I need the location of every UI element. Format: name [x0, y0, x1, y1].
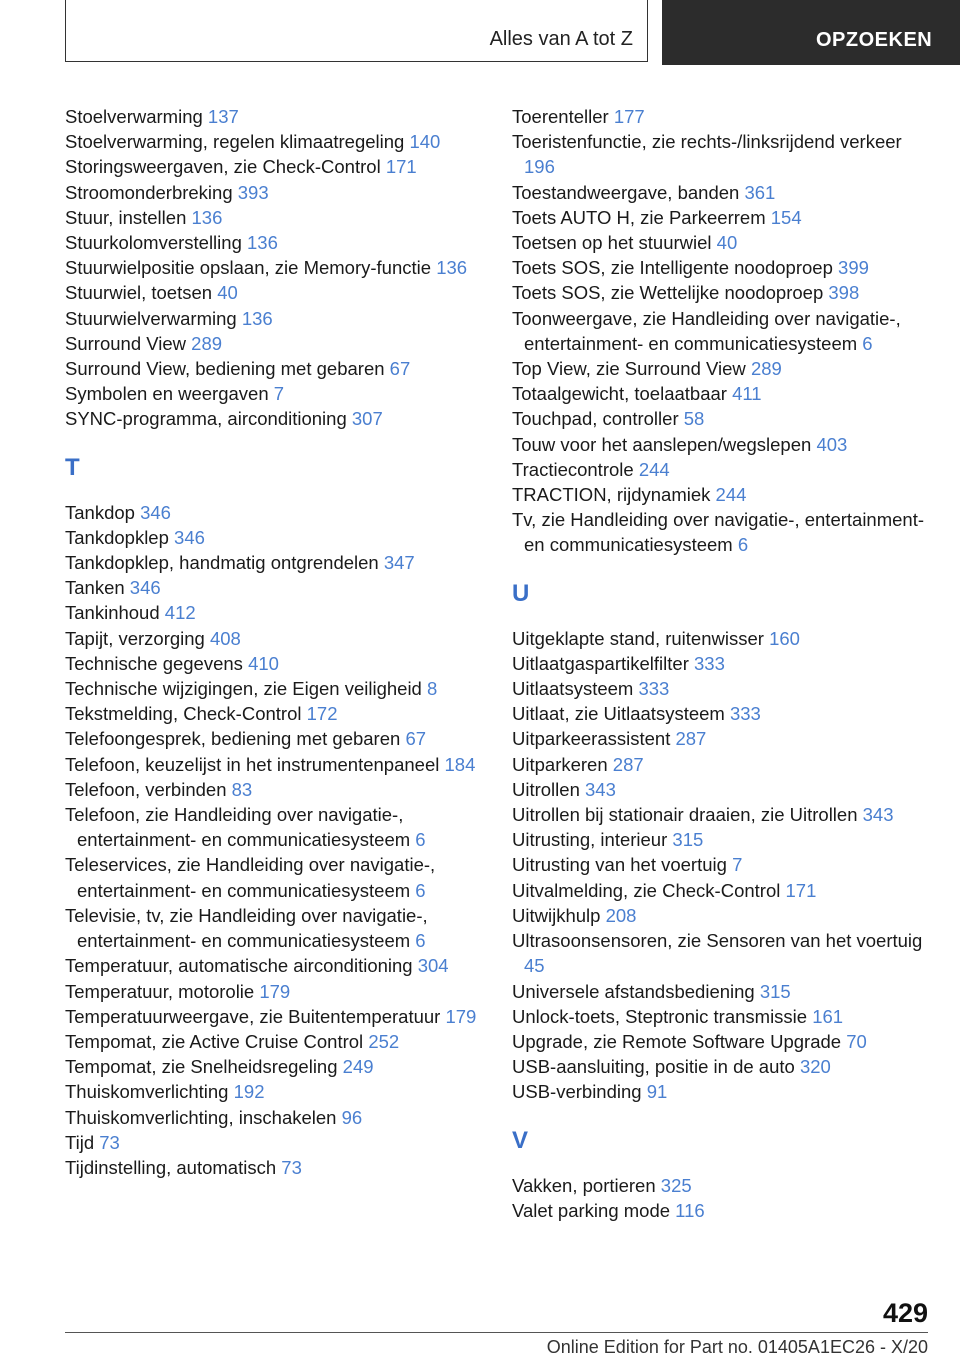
- page-number: 429: [882, 1298, 928, 1328]
- index-entry: [512, 878, 932, 903]
- index-entry-term: Valet parking mode: [512, 1199, 671, 1221]
- index-entry-term: TRACTION, rijdynamiek: [512, 484, 711, 506]
- index-entry: [512, 1079, 932, 1104]
- index-entry-term: Tractiecontrole: [512, 458, 634, 480]
- page-ref-link[interactable]: 40: [217, 282, 238, 304]
- page-ref-link[interactable]: 6: [737, 534, 749, 556]
- page-ref-link[interactable]: 136: [191, 206, 223, 228]
- index-entry: [65, 205, 495, 230]
- index-entry-term: Stoelverwarming: [65, 106, 203, 127]
- index-letter-heading: V: [512, 1126, 529, 1154]
- index-entry: [65, 1029, 495, 1054]
- index-entry: [65, 979, 495, 1004]
- page-ref-link[interactable]: 361: [744, 181, 776, 203]
- index-entry-term: Uitrollen: [512, 778, 580, 800]
- section-tab[interactable]: [65, 0, 648, 62]
- index-entry-term: Teleservices, zie Handleiding over navigatie-, entertainment- en communicatiesysteem: [65, 854, 436, 901]
- index-entry-term: Upgrade, zie Remote Software Upgrade: [512, 1030, 842, 1052]
- index-entry: [65, 1004, 495, 1029]
- index-entry-term: Telefoon, keuzelijst in het instrumentenpaneel: [65, 753, 440, 775]
- page-ref-link[interactable]: 8: [427, 678, 438, 700]
- index-entry-term: Stuurwielverwarming: [65, 307, 237, 329]
- index-entry-term: Telefoongesprek, bediening met gebaren: [65, 728, 401, 750]
- page-ref-link[interactable]: 412: [164, 602, 196, 624]
- page-ref-link[interactable]: 287: [612, 753, 644, 775]
- page-ref-link[interactable]: 333: [694, 652, 725, 674]
- index-entry-term: Toets SOS, zie Intelligente noodoproep: [512, 257, 833, 279]
- index-entry: [512, 1198, 932, 1223]
- index-entry-term: Thuiskomverlichting: [65, 1081, 229, 1103]
- index-entry-term: Touw voor het aanslepen/wegslepen: [512, 433, 812, 455]
- index-entry: [512, 457, 932, 482]
- index-entry-term: Toestandweergave, banden: [512, 181, 740, 203]
- index-entry-term: Toerenteller: [512, 106, 609, 127]
- index-entry: [65, 154, 495, 179]
- index-entry-term: Touchpad, controller: [512, 408, 679, 430]
- index-entry: [512, 626, 932, 651]
- index-entry-term: Toeristenfunctie, zie rechts-/linksrijdend verkeer: [512, 131, 902, 153]
- section-tab-label: Alles van A tot Z: [489, 28, 633, 50]
- index-entry: [65, 104, 495, 129]
- page-ref-link[interactable]: 67: [389, 358, 411, 380]
- index-entry: [512, 180, 932, 205]
- index-entry-term: USB-verbinding: [512, 1081, 642, 1103]
- page-ref-link[interactable]: 347: [383, 552, 415, 574]
- page-ref-link[interactable]: 287: [675, 728, 707, 750]
- index-entry: [65, 701, 495, 726]
- page-ref-link[interactable]: 45: [524, 955, 545, 977]
- page-ref-link[interactable]: 244: [715, 484, 747, 506]
- index-entry-term: Toets AUTO H, zie Parkeerrem: [512, 206, 766, 228]
- index-entry: [65, 129, 495, 154]
- page-ref-link[interactable]: 171: [785, 879, 817, 901]
- page-ref-link[interactable]: 333: [638, 678, 670, 700]
- index-entry: [512, 230, 932, 255]
- index-entry: [512, 280, 932, 305]
- index-column-left: [65, 104, 495, 1180]
- index-entry-term: Totaalgewicht, toelaatbaar: [512, 383, 727, 405]
- index-entry-term: Toonweergave, zie Handleiding over navigatie-, entertainment- en communicatiesysteem: [512, 307, 901, 354]
- page-ref-link[interactable]: 73: [281, 1156, 302, 1178]
- page-ref-link[interactable]: 140: [409, 131, 441, 153]
- index-entry-term: Uitrusting, interieur: [512, 829, 668, 851]
- index-entry: [65, 777, 495, 802]
- index-entry: [512, 651, 932, 676]
- index-entry-term: Temperatuur, motorolie: [65, 980, 255, 1002]
- page-ref-link[interactable]: 304: [417, 955, 449, 977]
- index-entry: [65, 726, 495, 751]
- index-entry: [65, 306, 495, 331]
- page-ref-link[interactable]: 172: [306, 703, 338, 725]
- page-ref-link[interactable]: 179: [445, 1005, 477, 1027]
- index-entry: [512, 928, 932, 978]
- page-ref-link[interactable]: 333: [729, 703, 761, 725]
- page-ref-link[interactable]: 249: [342, 1056, 374, 1078]
- opzoeken-tab-label: OPZOEKEN: [816, 29, 933, 51]
- index-entry-term: Televisie, tv, zie Handleiding over navigatie-, entertainment- en communicatiesysteem: [65, 904, 428, 952]
- index-entry-term: Unlock-toets, Steptronic transmissie: [512, 1005, 808, 1027]
- page-ref-link[interactable]: 137: [207, 106, 239, 127]
- index-entry-term: Uitrusting van het voertuig: [512, 854, 727, 876]
- page-ref-link[interactable]: 91: [646, 1081, 668, 1103]
- index-entry-term: Uitlaatgaspartikelfilter: [512, 652, 689, 674]
- index-entry-term: Technische wijzigingen, zie Eigen veiligheid: [65, 678, 422, 700]
- index-entry-term: Tankdopklep, handmatig ontgrendelen: [65, 552, 379, 574]
- page-ref-link[interactable]: 160: [769, 627, 800, 649]
- index-entry-term: Tekstmelding, Check-Control: [65, 703, 302, 725]
- index-entry-term: Stuurkolomverstelling: [65, 232, 242, 254]
- page-ref-link[interactable]: 7: [732, 854, 743, 876]
- index-entry-term: Temperatuurweergave, zie Buitentemperatuur: [65, 1005, 441, 1027]
- index-entry-term: Top View, zie Surround View: [512, 358, 746, 380]
- index-entry-term: Temperatuur, automatische airconditioning: [65, 955, 413, 977]
- index-entry-term: Tijd: [65, 1131, 95, 1153]
- index-entry: [65, 626, 495, 651]
- page-ref-link[interactable]: 289: [750, 358, 782, 380]
- index-entry-term: Uitwijkhulp: [512, 904, 601, 926]
- index-entry: [512, 852, 932, 877]
- index-entry-term: Uitlaatsysteem: [512, 678, 634, 700]
- index-entry: [65, 406, 495, 431]
- index-entry: [512, 1029, 932, 1054]
- page-ref-link[interactable]: 325: [660, 1174, 692, 1196]
- index-entry-term: Stuur, instellen: [65, 206, 187, 228]
- index-entry-term: Tanken: [65, 577, 125, 599]
- index-entry-term: Uitlaat, zie Uitlaatsysteem: [512, 703, 725, 725]
- page-ref-link[interactable]: 73: [99, 1131, 120, 1153]
- index-entry: [65, 1054, 495, 1079]
- index-entry: [512, 406, 932, 431]
- index-entry: [512, 979, 932, 1004]
- page-ref-link[interactable]: 184: [444, 753, 476, 775]
- index-entry: [512, 104, 932, 129]
- index-entry: [65, 331, 495, 356]
- index-entry: [512, 255, 932, 280]
- index-entry: [65, 802, 495, 852]
- index-entry: [512, 726, 932, 751]
- page-ref-link[interactable]: 6: [415, 930, 426, 952]
- index-entry-term: Symbolen en weergaven: [65, 383, 269, 405]
- index-entry: [512, 381, 932, 406]
- page-ref-link[interactable]: 136: [436, 257, 468, 279]
- page-ref-link[interactable]: 346: [174, 526, 205, 548]
- index-entry: [65, 953, 495, 978]
- index-entry: [65, 651, 495, 676]
- page-ref-link[interactable]: 58: [683, 408, 705, 430]
- index-entry: [512, 482, 932, 507]
- index-entry-term: Storingsweergaven, zie Check-Control: [65, 156, 381, 178]
- index-entry: [65, 525, 495, 550]
- index-entry-term: Telefoon, verbinden: [65, 778, 227, 800]
- index-entry-term: Telefoon, zie Handleiding over navigatie-, entertainment- en communicatiesysteem: [65, 804, 411, 851]
- page-ref-link[interactable]: 315: [759, 980, 791, 1002]
- page-ref-link[interactable]: 196: [524, 156, 555, 178]
- page-ref-link[interactable]: 6: [415, 829, 426, 851]
- index-entry-term: Thuiskomverlichting, inschakelen: [65, 1106, 337, 1128]
- index-entry: [512, 903, 932, 928]
- page-ref-link[interactable]: 393: [237, 181, 269, 203]
- index-entry: [512, 205, 932, 230]
- index-entry-term: Surround View, bediening met gebaren: [65, 358, 385, 380]
- page-ref-link[interactable]: 96: [341, 1106, 363, 1128]
- page-ref-link[interactable]: 399: [838, 257, 869, 279]
- index-entry: [512, 306, 932, 356]
- index-entry: [512, 1173, 932, 1198]
- page-ref-link[interactable]: 6: [415, 879, 426, 901]
- page-ref-link[interactable]: 177: [613, 106, 645, 127]
- index-entry-term: Stuurwiel, toetsen: [65, 282, 213, 304]
- page-ref-link[interactable]: 171: [385, 156, 417, 178]
- opzoeken-tab[interactable]: [662, 0, 960, 65]
- index-entry-term: Stuurwielpositie opslaan, zie Memory-functie: [65, 257, 432, 279]
- page-ref-link[interactable]: 179: [259, 980, 291, 1002]
- page-ref-link[interactable]: 315: [672, 829, 704, 851]
- page-ref-link[interactable]: 244: [638, 458, 670, 480]
- index-entry-term: Uitvalmelding, zie Check-Control: [512, 879, 781, 901]
- index-entry: [512, 432, 932, 457]
- index-entry-term: Vakken, portieren: [512, 1174, 656, 1196]
- index-entry-term: Uitparkeerassistent: [512, 728, 671, 750]
- page-ref-link[interactable]: 252: [368, 1030, 400, 1052]
- index-entry: [512, 777, 932, 802]
- index-entry-term: SYNC-programma, airconditioning: [65, 408, 347, 430]
- index-entry-term: Tijdinstelling, automatisch: [65, 1156, 277, 1178]
- page-ref-link[interactable]: 411: [732, 383, 762, 405]
- page-ref-link[interactable]: 346: [129, 577, 161, 599]
- index-entry: [65, 1155, 495, 1180]
- index-entry: [65, 575, 495, 600]
- index-entry: [65, 676, 495, 701]
- page-ref-link[interactable]: 40: [716, 232, 738, 254]
- index-entry: [512, 676, 932, 701]
- index-entry-term: Stroomonderbreking: [65, 181, 233, 203]
- page-ref-link[interactable]: 136: [241, 307, 273, 329]
- index-entry: [65, 180, 495, 205]
- index-entry-term: Surround View: [65, 332, 187, 354]
- page-ref-link[interactable]: 398: [828, 282, 860, 304]
- index-entry-term: Tankdop: [65, 501, 135, 523]
- index-letter-heading: T: [65, 453, 80, 481]
- index-entry: [65, 600, 495, 625]
- index-entry-term: Ultrasoonsensoren, zie Sensoren van het voertuig: [512, 930, 923, 952]
- index-entry-term: Stoelverwarming, regelen klimaatregeling: [65, 131, 405, 153]
- index-entry-term: USB-aansluiting, positie in de auto: [512, 1056, 795, 1078]
- page-ref-link[interactable]: 307: [351, 408, 383, 430]
- index-entry: [512, 1054, 932, 1079]
- index-entry: [512, 802, 932, 827]
- index-entry: [65, 550, 495, 575]
- page-ref-link[interactable]: 343: [862, 804, 894, 826]
- index-entry: [512, 129, 932, 179]
- index-entry-term: Tankdopklep: [65, 526, 169, 548]
- index-entry: [65, 1130, 495, 1155]
- index-entry-term: Tempomat, zie Active Cruise Control: [65, 1030, 364, 1052]
- index-entry: [65, 1105, 495, 1130]
- page-ref-link[interactable]: 116: [675, 1199, 705, 1221]
- footer-text: Online Edition for Part no. 01405A1EC26 - X/20: [546, 1337, 928, 1357]
- index-entry: [512, 752, 932, 777]
- page-ref-link[interactable]: 136: [247, 232, 278, 254]
- index-entry: [65, 500, 495, 525]
- page-ref-link[interactable]: 192: [233, 1081, 265, 1103]
- index-entry: [512, 356, 932, 381]
- index-entry: [65, 903, 495, 953]
- footer-divider: [65, 1332, 928, 1333]
- page-ref-link[interactable]: 289: [191, 332, 223, 354]
- index-entry: [512, 1004, 932, 1029]
- index-entry: [65, 852, 495, 902]
- index-entry: [512, 507, 932, 557]
- page-ref-link[interactable]: 154: [770, 206, 802, 228]
- index-entry: [65, 230, 495, 255]
- index-entry-term: Uitparkeren: [512, 753, 608, 775]
- index-entry: [65, 1079, 495, 1104]
- index-entry-term: Toetsen op het stuurwiel: [512, 232, 712, 254]
- index-entry-term: Uitrollen bij stationair draaien, zie Uitrollen: [512, 804, 858, 826]
- index-entry-term: Universele afstandsbediening: [512, 980, 755, 1002]
- index-column-right: [512, 104, 932, 1223]
- index-entry: [65, 381, 495, 406]
- index-entry: [512, 701, 932, 726]
- page-ref-link[interactable]: 343: [585, 778, 616, 800]
- index-entry-term: Tempomat, zie Snelheidsregeling: [65, 1056, 338, 1078]
- index-entry: [512, 827, 932, 852]
- index-entry-term: Uitgeklapte stand, ruitenwisser: [512, 627, 764, 649]
- page-ref-link[interactable]: 208: [605, 904, 637, 926]
- index-entry-term: Technische gegevens: [65, 652, 243, 674]
- page-ref-link[interactable]: 70: [846, 1030, 867, 1052]
- index-entry: [65, 280, 495, 305]
- page-ref-link[interactable]: 346: [140, 501, 171, 523]
- page-ref-link[interactable]: 320: [799, 1056, 831, 1078]
- index-entry: [65, 356, 495, 381]
- page-ref-link[interactable]: 83: [231, 778, 253, 800]
- index-entry-term: Tankinhoud: [65, 602, 160, 624]
- index-entry-term: Tapijt, verzorging: [65, 627, 205, 649]
- page-ref-link[interactable]: 67: [405, 728, 427, 750]
- page-ref-link[interactable]: 410: [248, 652, 279, 674]
- index-entry-term: Toets SOS, zie Wettelijke noodoproep: [512, 282, 824, 304]
- page-ref-link[interactable]: 7: [273, 383, 285, 405]
- index-entry: [65, 752, 495, 777]
- index-entry-term: Tv, zie Handleiding over navigatie-, entertainment- en communicatiesysteem: [512, 509, 925, 556]
- page-ref-link[interactable]: 161: [812, 1005, 844, 1027]
- page-ref-link[interactable]: 408: [209, 627, 241, 649]
- index-letter-heading: U: [512, 579, 530, 607]
- page-ref-link[interactable]: 403: [816, 433, 848, 455]
- index-entry: [65, 255, 495, 280]
- page-ref-link[interactable]: 6: [862, 332, 873, 354]
